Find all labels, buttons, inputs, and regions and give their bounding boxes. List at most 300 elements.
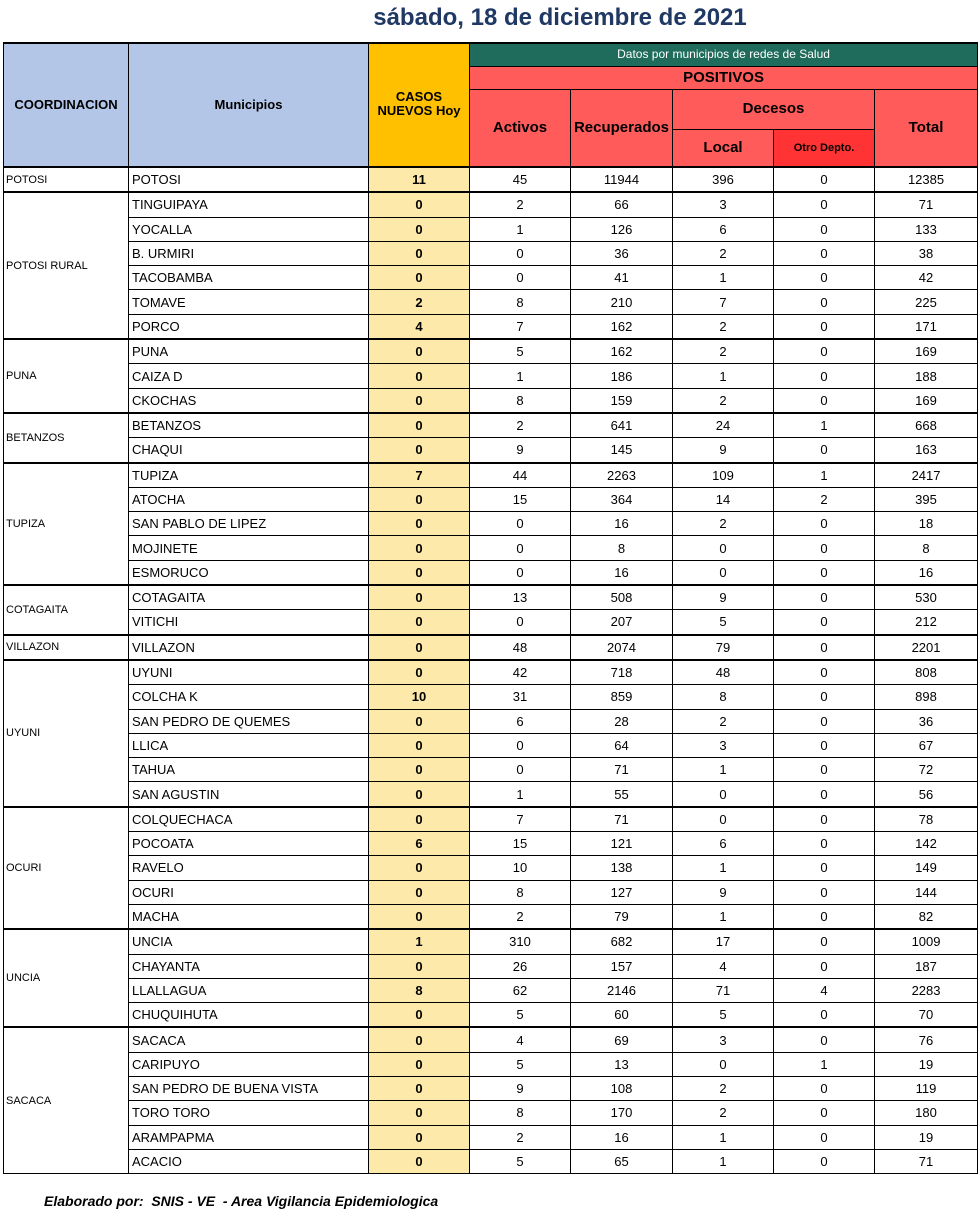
activos-cell: 8 <box>470 880 571 904</box>
table-row <box>4 585 978 610</box>
table-row <box>4 463 978 488</box>
recuperados-cell: 2074 <box>571 635 673 660</box>
recuperados-cell: 121 <box>571 832 673 856</box>
table-row <box>4 192 978 217</box>
total-cell: 668 <box>875 413 978 438</box>
table-row <box>4 217 978 241</box>
casos-nuevos-cell: 11 <box>369 167 470 192</box>
casos-nuevos-cell: 4 <box>369 314 470 339</box>
municipio-cell: BETANZOS <box>129 413 369 438</box>
recuperados-cell: 8 <box>571 536 673 560</box>
table-row <box>4 314 978 339</box>
decesos-otro-cell: 0 <box>774 217 875 241</box>
decesos-local-cell: 396 <box>673 167 774 192</box>
activos-cell: 15 <box>470 832 571 856</box>
recuperados-cell: 79 <box>571 904 673 929</box>
table-row <box>4 241 978 265</box>
recuperados-cell: 859 <box>571 685 673 709</box>
municipio-cell: COTAGAITA <box>129 585 369 610</box>
municipio-cell: VILLAZON <box>129 635 369 660</box>
casos-nuevos-cell: 0 <box>369 954 470 978</box>
table-row <box>4 388 978 413</box>
activos-cell: 0 <box>470 266 571 290</box>
table-row <box>4 610 978 635</box>
header-activos: Activos <box>470 90 571 168</box>
total-cell: 2417 <box>875 463 978 488</box>
casos-nuevos-cell: 0 <box>369 1003 470 1028</box>
municipio-cell: SAN PABLO DE LIPEZ <box>129 512 369 536</box>
municipio-cell: MOJINETE <box>129 536 369 560</box>
decesos-local-cell: 109 <box>673 463 774 488</box>
activos-cell: 1 <box>470 364 571 388</box>
table-row <box>4 487 978 511</box>
casos-nuevos-cell: 0 <box>369 413 470 438</box>
total-cell: 395 <box>875 487 978 511</box>
municipio-cell: POCOATA <box>129 832 369 856</box>
activos-cell: 6 <box>470 709 571 733</box>
recuperados-cell: 641 <box>571 413 673 438</box>
recuperados-cell: 162 <box>571 314 673 339</box>
coordinacion-cell: VILLAZON <box>4 635 129 660</box>
recuperados-cell: 55 <box>571 782 673 807</box>
total-cell: 71 <box>875 192 978 217</box>
table-row <box>4 1027 978 1052</box>
recuperados-cell: 71 <box>571 807 673 832</box>
activos-cell: 0 <box>470 512 571 536</box>
decesos-local-cell: 48 <box>673 660 774 685</box>
decesos-otro-cell: 0 <box>774 585 875 610</box>
table-row <box>4 685 978 709</box>
decesos-local-cell: 0 <box>673 782 774 807</box>
recuperados-cell: 162 <box>571 339 673 364</box>
coordinacion-cell: COTAGAITA <box>4 585 129 635</box>
table-row <box>4 758 978 782</box>
total-cell: 16 <box>875 560 978 585</box>
activos-cell: 5 <box>470 1149 571 1173</box>
recuperados-cell: 66 <box>571 192 673 217</box>
casos-nuevos-cell: 0 <box>369 241 470 265</box>
decesos-otro-cell: 0 <box>774 635 875 660</box>
recuperados-cell: 71 <box>571 758 673 782</box>
coordinacion-cell: UYUNI <box>4 660 129 807</box>
activos-cell: 5 <box>470 1052 571 1076</box>
decesos-otro-cell: 0 <box>774 241 875 265</box>
municipio-cell: COLQUECHACA <box>129 807 369 832</box>
decesos-otro-cell: 0 <box>774 929 875 954</box>
municipio-cell: CHUQUIHUTA <box>129 1003 369 1028</box>
decesos-otro-cell: 0 <box>774 660 875 685</box>
total-cell: 149 <box>875 856 978 880</box>
decesos-local-cell: 0 <box>673 536 774 560</box>
decesos-local-cell: 1 <box>673 904 774 929</box>
table-row <box>4 1052 978 1076</box>
coordinacion-cell: UNCIA <box>4 929 129 1027</box>
decesos-local-cell: 2 <box>673 241 774 265</box>
coordinacion-cell: TUPIZA <box>4 463 129 585</box>
table-row <box>4 856 978 880</box>
decesos-local-cell: 9 <box>673 880 774 904</box>
coordinacion-cell: PUNA <box>4 339 129 413</box>
coordinacion-cell: BETANZOS <box>4 413 129 463</box>
decesos-otro-cell: 1 <box>774 413 875 438</box>
header-otro-depto: Otro Depto. <box>774 129 875 167</box>
total-cell: 898 <box>875 685 978 709</box>
casos-nuevos-cell: 0 <box>369 1027 470 1052</box>
decesos-local-cell: 3 <box>673 1027 774 1052</box>
total-cell: 163 <box>875 438 978 463</box>
table-row <box>4 413 978 438</box>
coordinacion-cell: POTOSI RURAL <box>4 192 129 339</box>
activos-cell: 0 <box>470 758 571 782</box>
decesos-local-cell: 0 <box>673 560 774 585</box>
decesos-local-cell: 71 <box>673 978 774 1002</box>
total-cell: 169 <box>875 339 978 364</box>
table-row <box>4 782 978 807</box>
casos-nuevos-cell: 0 <box>369 560 470 585</box>
total-cell: 18 <box>875 512 978 536</box>
report-date-title: sábado, 18 de diciembre de 2021 <box>373 4 747 31</box>
municipio-cell: CKOCHAS <box>129 388 369 413</box>
table-row <box>4 954 978 978</box>
decesos-otro-cell: 0 <box>774 512 875 536</box>
total-cell: 1009 <box>875 929 978 954</box>
casos-nuevos-cell: 8 <box>369 978 470 1002</box>
activos-cell: 15 <box>470 487 571 511</box>
municipio-cell: VITICHI <box>129 610 369 635</box>
decesos-local-cell: 3 <box>673 192 774 217</box>
casos-nuevos-cell: 7 <box>369 463 470 488</box>
total-cell: 12385 <box>875 167 978 192</box>
decesos-otro-cell: 0 <box>774 560 875 585</box>
total-cell: 530 <box>875 585 978 610</box>
table-row <box>4 512 978 536</box>
municipio-cell: TAHUA <box>129 758 369 782</box>
activos-cell: 2 <box>470 413 571 438</box>
decesos-local-cell: 1 <box>673 266 774 290</box>
recuperados-cell: 127 <box>571 880 673 904</box>
decesos-otro-cell: 0 <box>774 364 875 388</box>
municipio-cell: SAN PEDRO DE BUENA VISTA <box>129 1076 369 1100</box>
total-cell: 188 <box>875 364 978 388</box>
decesos-otro-cell: 0 <box>774 1076 875 1100</box>
total-cell: 19 <box>875 1125 978 1149</box>
recuperados-cell: 16 <box>571 512 673 536</box>
total-cell: 38 <box>875 241 978 265</box>
casos-nuevos-cell: 0 <box>369 904 470 929</box>
header-local: Local <box>673 129 774 167</box>
total-cell: 2201 <box>875 635 978 660</box>
decesos-otro-cell: 0 <box>774 1027 875 1052</box>
decesos-otro-cell: 0 <box>774 290 875 314</box>
casos-nuevos-cell: 0 <box>369 512 470 536</box>
municipio-cell: TACOBAMBA <box>129 266 369 290</box>
table-row <box>4 1149 978 1173</box>
municipio-cell: YOCALLA <box>129 217 369 241</box>
activos-cell: 0 <box>470 560 571 585</box>
activos-cell: 5 <box>470 1003 571 1028</box>
activos-cell: 1 <box>470 217 571 241</box>
activos-cell: 8 <box>470 1101 571 1125</box>
total-cell: 19 <box>875 1052 978 1076</box>
total-cell: 180 <box>875 1101 978 1125</box>
casos-nuevos-cell: 0 <box>369 339 470 364</box>
total-cell: 144 <box>875 880 978 904</box>
decesos-local-cell: 2 <box>673 1101 774 1125</box>
decesos-local-cell: 1 <box>673 1125 774 1149</box>
recuperados-cell: 13 <box>571 1052 673 1076</box>
decesos-otro-cell: 0 <box>774 709 875 733</box>
municipio-cell: UNCIA <box>129 929 369 954</box>
municipio-cell: LLALLAGUA <box>129 978 369 1002</box>
decesos-otro-cell: 0 <box>774 1125 875 1149</box>
table-row <box>4 560 978 585</box>
table-row <box>4 660 978 685</box>
municipio-cell: TOMAVE <box>129 290 369 314</box>
header-coordinacion: COORDINACION <box>4 43 129 167</box>
decesos-local-cell: 1 <box>673 1149 774 1173</box>
activos-cell: 10 <box>470 856 571 880</box>
table-row <box>4 339 978 364</box>
header-municipios: Municipios <box>129 43 369 167</box>
decesos-otro-cell: 0 <box>774 880 875 904</box>
table-row <box>4 807 978 832</box>
municipio-cell: ARAMPAPMA <box>129 1125 369 1149</box>
casos-nuevos-cell: 0 <box>369 1076 470 1100</box>
recuperados-cell: 170 <box>571 1101 673 1125</box>
decesos-local-cell: 0 <box>673 1052 774 1076</box>
coordinacion-cell: POTOSI <box>4 167 129 192</box>
activos-cell: 310 <box>470 929 571 954</box>
municipio-cell: ESMORUCO <box>129 560 369 585</box>
decesos-otro-cell: 0 <box>774 339 875 364</box>
activos-cell: 2 <box>470 904 571 929</box>
table-row <box>4 438 978 463</box>
table-row <box>4 929 978 954</box>
casos-nuevos-cell: 0 <box>369 880 470 904</box>
total-cell: 225 <box>875 290 978 314</box>
activos-cell: 4 <box>470 1027 571 1052</box>
recuperados-cell: 159 <box>571 388 673 413</box>
decesos-otro-cell: 0 <box>774 807 875 832</box>
recuperados-cell: 65 <box>571 1149 673 1173</box>
casos-nuevos-cell: 0 <box>369 635 470 660</box>
total-cell: 142 <box>875 832 978 856</box>
activos-cell: 44 <box>470 463 571 488</box>
decesos-otro-cell: 0 <box>774 954 875 978</box>
activos-cell: 2 <box>470 1125 571 1149</box>
recuperados-cell: 157 <box>571 954 673 978</box>
decesos-local-cell: 1 <box>673 856 774 880</box>
activos-cell: 31 <box>470 685 571 709</box>
recuperados-cell: 682 <box>571 929 673 954</box>
decesos-local-cell: 9 <box>673 438 774 463</box>
footer-credit: Elaborado por: SNIS - VE - Area Vigilancia Epidemiologica <box>44 1193 439 1209</box>
total-cell: 2283 <box>875 978 978 1002</box>
activos-cell: 0 <box>470 536 571 560</box>
municipio-cell: SACACA <box>129 1027 369 1052</box>
decesos-otro-cell: 0 <box>774 536 875 560</box>
table-row <box>4 635 978 660</box>
municipio-cell: TORO TORO <box>129 1101 369 1125</box>
total-cell: 42 <box>875 266 978 290</box>
recuperados-cell: 28 <box>571 709 673 733</box>
decesos-local-cell: 6 <box>673 217 774 241</box>
total-cell: 78 <box>875 807 978 832</box>
activos-cell: 0 <box>470 610 571 635</box>
municipio-cell: PORCO <box>129 314 369 339</box>
decesos-local-cell: 79 <box>673 635 774 660</box>
total-cell: 133 <box>875 217 978 241</box>
municipio-cell: PUNA <box>129 339 369 364</box>
casos-nuevos-cell: 0 <box>369 807 470 832</box>
decesos-local-cell: 6 <box>673 832 774 856</box>
table-row <box>4 1101 978 1125</box>
activos-cell: 9 <box>470 438 571 463</box>
activos-cell: 1 <box>470 782 571 807</box>
municipio-cell: RAVELO <box>129 856 369 880</box>
covid-cases-table <box>3 42 978 1174</box>
recuperados-cell: 16 <box>571 1125 673 1149</box>
table-row <box>4 880 978 904</box>
decesos-otro-cell: 0 <box>774 733 875 757</box>
decesos-otro-cell: 0 <box>774 314 875 339</box>
activos-cell: 42 <box>470 660 571 685</box>
municipio-cell: TUPIZA <box>129 463 369 488</box>
table-row <box>4 832 978 856</box>
table-header <box>4 43 978 167</box>
table-row <box>4 1003 978 1028</box>
casos-nuevos-cell: 0 <box>369 217 470 241</box>
activos-cell: 0 <box>470 733 571 757</box>
total-cell: 72 <box>875 758 978 782</box>
decesos-local-cell: 1 <box>673 364 774 388</box>
recuperados-cell: 508 <box>571 585 673 610</box>
municipio-cell: ATOCHA <box>129 487 369 511</box>
casos-nuevos-cell: 0 <box>369 1101 470 1125</box>
decesos-otro-cell: 0 <box>774 438 875 463</box>
recuperados-cell: 64 <box>571 733 673 757</box>
table-row <box>4 978 978 1002</box>
decesos-local-cell: 17 <box>673 929 774 954</box>
recuperados-cell: 126 <box>571 217 673 241</box>
coordinacion-cell: OCURI <box>4 807 129 929</box>
casos-nuevos-cell: 0 <box>369 782 470 807</box>
recuperados-cell: 16 <box>571 560 673 585</box>
casos-nuevos-cell: 0 <box>369 856 470 880</box>
municipio-cell: SAN PEDRO DE QUEMES <box>129 709 369 733</box>
header-casos-nuevos: CASOS NUEVOS Hoy <box>369 43 470 167</box>
decesos-otro-cell: 0 <box>774 167 875 192</box>
decesos-local-cell: 7 <box>673 290 774 314</box>
decesos-local-cell: 0 <box>673 807 774 832</box>
decesos-local-cell: 2 <box>673 388 774 413</box>
municipio-cell: OCURI <box>129 880 369 904</box>
table-row <box>4 1125 978 1149</box>
municipio-cell: MACHA <box>129 904 369 929</box>
coordinacion-cell: SACACA <box>4 1027 129 1173</box>
total-cell: 67 <box>875 733 978 757</box>
municipio-cell: CARIPUYO <box>129 1052 369 1076</box>
activos-cell: 0 <box>470 241 571 265</box>
casos-nuevos-cell: 0 <box>369 585 470 610</box>
decesos-local-cell: 24 <box>673 413 774 438</box>
activos-cell: 2 <box>470 192 571 217</box>
casos-nuevos-cell: 0 <box>369 733 470 757</box>
activos-cell: 48 <box>470 635 571 660</box>
decesos-otro-cell: 0 <box>774 904 875 929</box>
table-row <box>4 709 978 733</box>
total-cell: 71 <box>875 1149 978 1173</box>
casos-nuevos-cell: 0 <box>369 266 470 290</box>
table-row <box>4 290 978 314</box>
recuperados-cell: 11944 <box>571 167 673 192</box>
municipio-cell: COLCHA K <box>129 685 369 709</box>
total-cell: 36 <box>875 709 978 733</box>
decesos-otro-cell: 1 <box>774 463 875 488</box>
total-cell: 56 <box>875 782 978 807</box>
casos-nuevos-cell: 10 <box>369 685 470 709</box>
total-cell: 82 <box>875 904 978 929</box>
casos-nuevos-cell: 0 <box>369 364 470 388</box>
recuperados-cell: 2263 <box>571 463 673 488</box>
header-total: Total <box>875 90 978 168</box>
recuperados-cell: 186 <box>571 364 673 388</box>
decesos-otro-cell: 0 <box>774 856 875 880</box>
municipio-cell: SAN AGUSTIN <box>129 782 369 807</box>
casos-nuevos-cell: 0 <box>369 610 470 635</box>
total-cell: 8 <box>875 536 978 560</box>
decesos-otro-cell: 0 <box>774 1149 875 1173</box>
casos-nuevos-cell: 2 <box>369 290 470 314</box>
recuperados-cell: 207 <box>571 610 673 635</box>
decesos-otro-cell: 0 <box>774 758 875 782</box>
decesos-local-cell: 2 <box>673 512 774 536</box>
decesos-local-cell: 9 <box>673 585 774 610</box>
recuperados-cell: 145 <box>571 438 673 463</box>
total-cell: 76 <box>875 1027 978 1052</box>
decesos-otro-cell: 0 <box>774 1101 875 1125</box>
casos-nuevos-cell: 0 <box>369 1149 470 1173</box>
recuperados-cell: 2146 <box>571 978 673 1002</box>
decesos-otro-cell: 0 <box>774 266 875 290</box>
decesos-otro-cell: 4 <box>774 978 875 1002</box>
table-row <box>4 733 978 757</box>
casos-nuevos-cell: 0 <box>369 1125 470 1149</box>
recuperados-cell: 718 <box>571 660 673 685</box>
decesos-local-cell: 3 <box>673 733 774 757</box>
total-cell: 212 <box>875 610 978 635</box>
recuperados-cell: 108 <box>571 1076 673 1100</box>
casos-nuevos-cell: 0 <box>369 487 470 511</box>
decesos-otro-cell: 0 <box>774 832 875 856</box>
decesos-local-cell: 14 <box>673 487 774 511</box>
decesos-otro-cell: 0 <box>774 388 875 413</box>
municipio-cell: CHAQUI <box>129 438 369 463</box>
decesos-otro-cell: 0 <box>774 192 875 217</box>
casos-nuevos-cell: 0 <box>369 660 470 685</box>
decesos-local-cell: 5 <box>673 1003 774 1028</box>
decesos-local-cell: 4 <box>673 954 774 978</box>
header-positivos: POSITIVOS <box>470 67 978 90</box>
total-cell: 171 <box>875 314 978 339</box>
municipio-cell: CHAYANTA <box>129 954 369 978</box>
recuperados-cell: 69 <box>571 1027 673 1052</box>
header-datos-municipios: Datos por municipios de redes de Salud <box>470 43 978 67</box>
recuperados-cell: 41 <box>571 266 673 290</box>
activos-cell: 8 <box>470 388 571 413</box>
table-row <box>4 536 978 560</box>
decesos-local-cell: 2 <box>673 709 774 733</box>
